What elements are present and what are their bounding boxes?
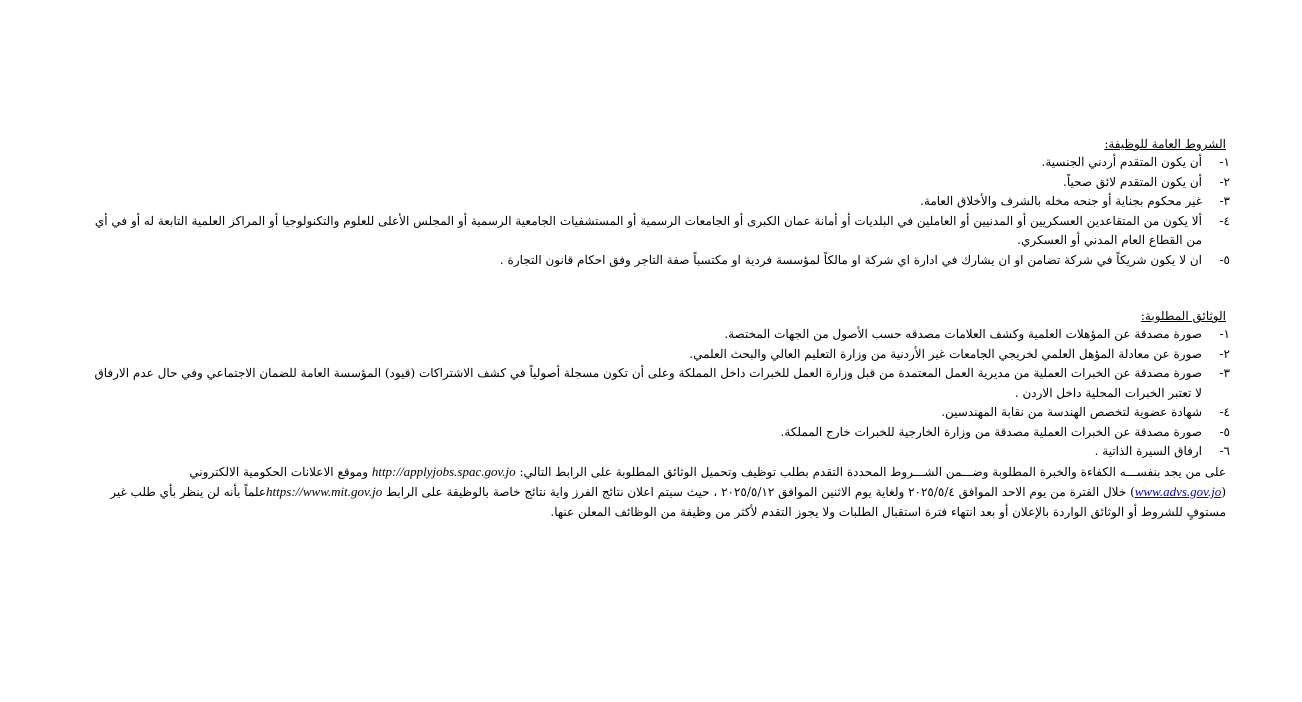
closing-text-part3: ) خلال الفترة من يوم الاحد الموافق ٢٠٢٥/٥/٤ ولغاية يوم الاثنين الموافق ٢٠٢٥/٥/١٢ ، حيث سيتم اعلان نتائج الفرز واية نتائج خاصة بالوظيفة على الرابط [386,485,1135,499]
list-item-number: ٤- [1219,213,1230,228]
list-item [92,364,1232,403]
list-item-text: أن يكون المتقدم لائق صحياً. [1063,174,1202,189]
list-item [92,192,1232,212]
list-item-text: صورة مصدقة عن المؤهلات العلمية وكشف العلامات مصدقه حسب الأصول من الجهات المختصة. [724,327,1202,341]
list-item-text: ان لا يكون شريكاً في شركة تضامن او ان يشارك في ادارة اي شركة او مالكاً لمؤسسة فردية او مكتسباً صفة التاجر وفق احكام قانون التجارة . [499,252,1202,267]
advs-link[interactable]: www.advs.gov.jo [1134,484,1222,499]
list-item-number: ٣- [1219,366,1230,380]
list-item-text: صورة مصدقة عن الخبرات العملية من مديرية العمل المعتمدة من قبل وزارة العمل للخبرات داخل المملكة وعلى أن تكون مسجلة أصولياً في كشف الاشتراكات (قيود) المؤسسة العامة للضمان الاجتماعي وفي حال عدم الارفاق لا تعتبر الخبرات المحلية داخل الاردن . [94,366,1202,400]
list-item-text: شهادة عضوية لتخصص الهندسة من نقابة المهندسين. [941,405,1202,419]
required-documents-title: الوثائق المطلوبة: [1140,309,1226,323]
closing-text-part2: وموقع الاعلانات الحكومية الالكتروني ( [189,464,1226,499]
general-conditions-title: الشروط العامة للوظيفة: [1104,137,1226,151]
list-item-text: صورة عن معادلة المؤهل العلمي لخريجي الجامعات غير الأردنية من وزارة التعليم العالي والبحث العلمي. [689,346,1202,361]
list-item-number: ٢- [1219,346,1230,361]
list-item-number: ١- [1219,327,1230,341]
list-item [92,173,1232,193]
list-item [92,325,1232,345]
list-item-text: ألا يكون من المتقاعدين العسكريين أو المدنيين أو العاملين في البلديات أو أمانة عمان الكبرى أو الجامعات الرسمية أو المستشفيات الجامعية الرسمية أو المجلس الأعلى للعلوم والتكنولوجيا أو المراكز العلمية التابعة له أو في أي من القطاع العام المدني أو العسكري. [94,213,1202,247]
apply-jobs-link[interactable]: http://applyjobs.spac.gov.jo [371,463,516,479]
list-item-text: أن يكون المتقدم أردني الجنسية. [1041,155,1202,169]
document-body [92,136,1232,522]
list-item-number: ٥- [1219,424,1230,439]
general-conditions-list [92,153,1232,270]
list-item [92,345,1232,365]
list-item [92,153,1232,173]
closing-text-part1: على من يجد بنفســـه الكفاءة والخبرة المطلوبة وضـــمن الشـــروط المحددة التقدم بطلب توظيف وتحميل الوثائق المطلوبة على الرابط التالي: [519,464,1226,479]
list-item [92,403,1232,423]
list-item [92,212,1232,251]
list-item-text: غير محكوم بجناية أو جنحه مخله بالشرف والأخلاق العامة. [920,194,1202,208]
required-documents-list [92,325,1232,462]
list-item-number: ٥- [1219,252,1230,267]
list-item-number: ٦- [1219,444,1230,458]
list-item-number: ٣- [1219,194,1230,208]
list-item-text: ارفاق السيرة الذاتية . [1094,444,1202,458]
closing-paragraph [92,462,1232,523]
list-item-number: ٢- [1219,174,1230,189]
closing-text-part4: علماً بأنه لن ينظر بأي طلب غير مستوفٍ للشروط أو الوثائق الواردة بالإعلان أو بعد انتهاء فترة استقبال الطلبات ولا يجوز التقدم لأكثر من وظيفة من الوظائف المعلن عنها. [110,485,1226,519]
list-item-number: ١- [1219,155,1230,169]
list-item [92,442,1232,462]
mit-link[interactable]: https://www.mit.gov.jo [266,484,383,499]
section-spacer [92,270,1232,308]
list-item [92,251,1232,271]
list-item [92,423,1232,443]
list-item-text: صورة مصدقة عن الخبرات العملية مصدقة من وزارة الخارجية للخبرات خارج المملكة. [780,424,1202,439]
list-item-number: ٤- [1219,405,1230,419]
